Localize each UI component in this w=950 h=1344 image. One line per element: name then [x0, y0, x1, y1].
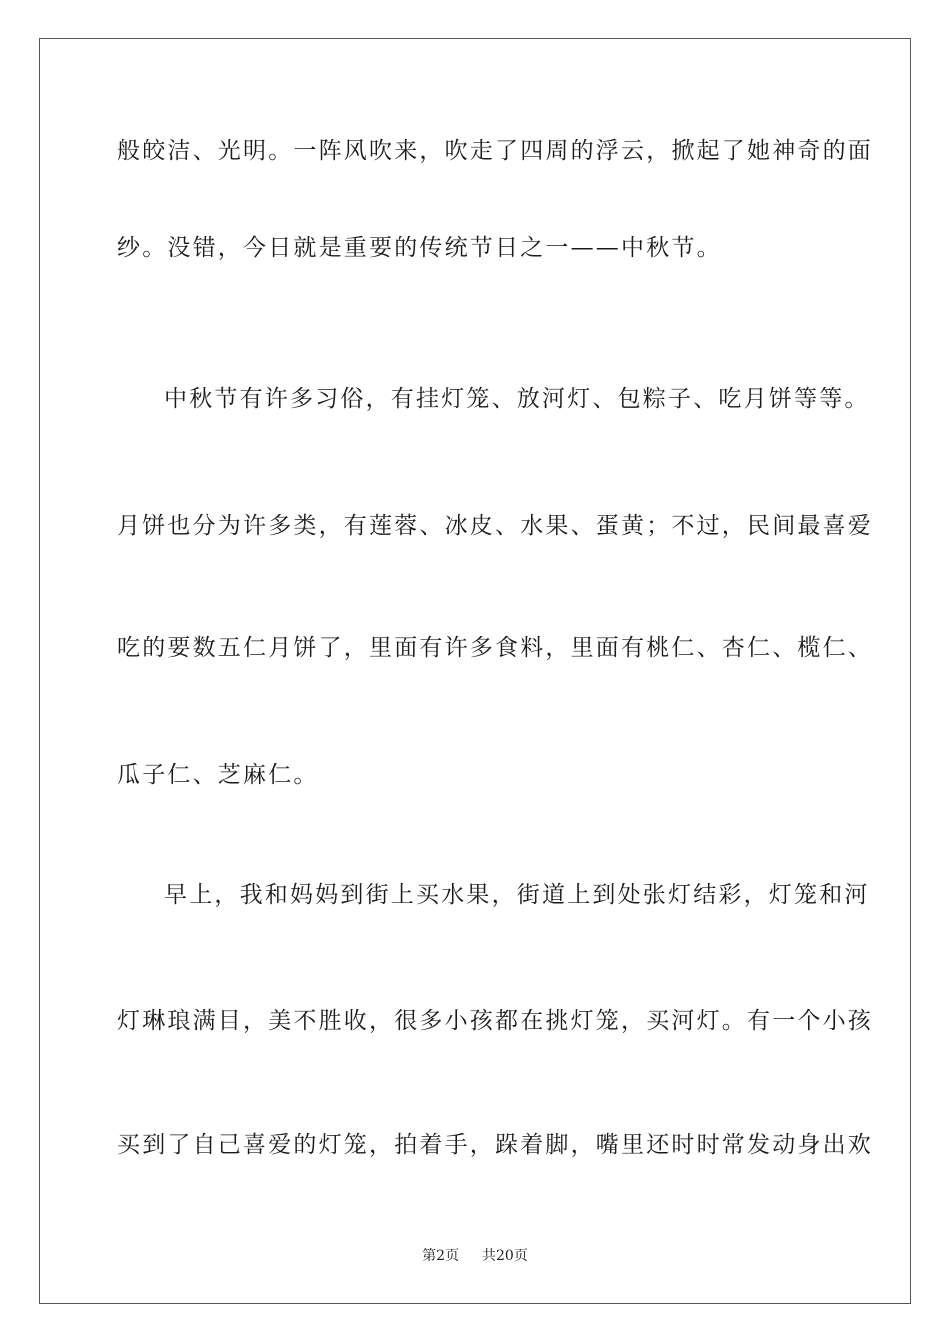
paragraph-line-7: 早上，我和妈妈到街上买水果，街道上到处张灯结彩，灯笼和河	[164, 882, 870, 908]
paragraph-line-8: 灯琳琅满目，美不胜收，很多小孩都在挑灯笼，买河灯。有一个小孩	[117, 1008, 873, 1034]
page-number: 第2页	[422, 1248, 460, 1264]
paragraph-line-6: 瓜子仁、芝麻仁。	[117, 762, 319, 788]
paragraph-line-5: 吃的要数五仁月饼了，里面有许多食料，里面有桃仁、杏仁、榄仁、	[117, 635, 873, 661]
page-border	[39, 38, 911, 1304]
paragraph-line-2: 纱。没错，今日就是重要的传统节日之一——中秋节。	[117, 235, 722, 261]
paragraph-line-9: 买到了自己喜爱的灯笼，拍着手，跺着脚，嘴里还时时常发动身出欢	[117, 1132, 873, 1158]
paragraph-line-1: 般皎洁、光明。一阵风吹来，吹走了四周的浮云，掀起了她神奇的面	[117, 138, 873, 164]
page-footer	[0, 1246, 950, 1266]
page-total: 共20页	[482, 1248, 528, 1264]
paragraph-line-3: 中秋节有许多习俗，有挂灯笼、放河灯、包粽子、吃月饼等等。	[164, 386, 870, 412]
paragraph-line-4: 月饼也分为许多类，有莲蓉、冰皮、水果、蛋黄；不过，民间最喜爱	[117, 513, 873, 539]
